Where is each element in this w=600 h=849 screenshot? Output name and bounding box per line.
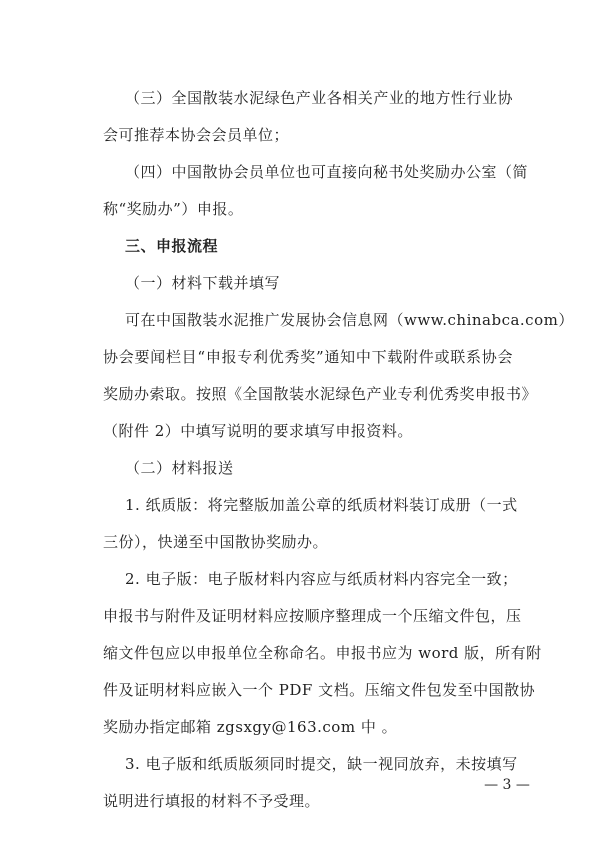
paragraph-line: （四）中国散协会员单位也可直接向秘书处奖励办公室（简 (125, 163, 529, 181)
subsection-heading: （二）材料报送 (125, 459, 234, 477)
paragraph-line: （三）全国散装水泥绿色产业各相关产业的地方性行业协 (125, 89, 513, 107)
paragraph-line: 1. 纸质版：将完整版加盖公章的纸质材料装订成册（一式 (125, 496, 518, 514)
paragraph-line: 奖励办索取。按照《全国散装水泥绿色产业专利优秀奖申报书》 (103, 385, 538, 403)
paragraph-line: 2. 电子版：电子版材料内容应与纸质材料内容完全一致； (125, 570, 518, 588)
section-heading: 三、申报流程 (125, 237, 219, 255)
paragraph-line: 可在中国散装水泥推广发展协会信息网（www.chinabca.com） (125, 311, 574, 329)
paragraph-line: 三份），快递至中国散协奖励办。 (103, 533, 329, 551)
paragraph-line: 件及证明材料应嵌入一个 PDF 文档。压缩文件包发至中国散协 (103, 681, 536, 699)
subsection-heading: （一）材料下载并填写 (125, 274, 281, 292)
paragraph-line: （附件 2）中填写说明的要求填写申报资料。 (103, 422, 413, 440)
paragraph-line: 申报书与附件及证明材料应按顺序整理成一个压缩文件包，压 (103, 607, 522, 625)
paragraph-line: 称“奖励办”）申报。 (103, 200, 244, 218)
paragraph-line: 奖励办指定邮箱 zgsxgy@163.com 中 。 (103, 718, 398, 736)
paragraph-line: 协会要闻栏目“申报专利优秀奖”通知中下载附件或联系协会 (103, 348, 513, 366)
paragraph-line: 缩文件包应以申报单位全称命名。申报书应为 word 版，所有附 (103, 644, 542, 662)
paragraph-line: 说明进行填报的材料不予受理。 (103, 792, 321, 810)
page-number: — 3 — (484, 777, 530, 793)
paragraph-line: 3. 电子版和纸质版须同时提交，缺一视同放弃，未按填写 (125, 755, 518, 773)
paragraph-line: 会可推荐本协会会员单位； (103, 126, 290, 144)
